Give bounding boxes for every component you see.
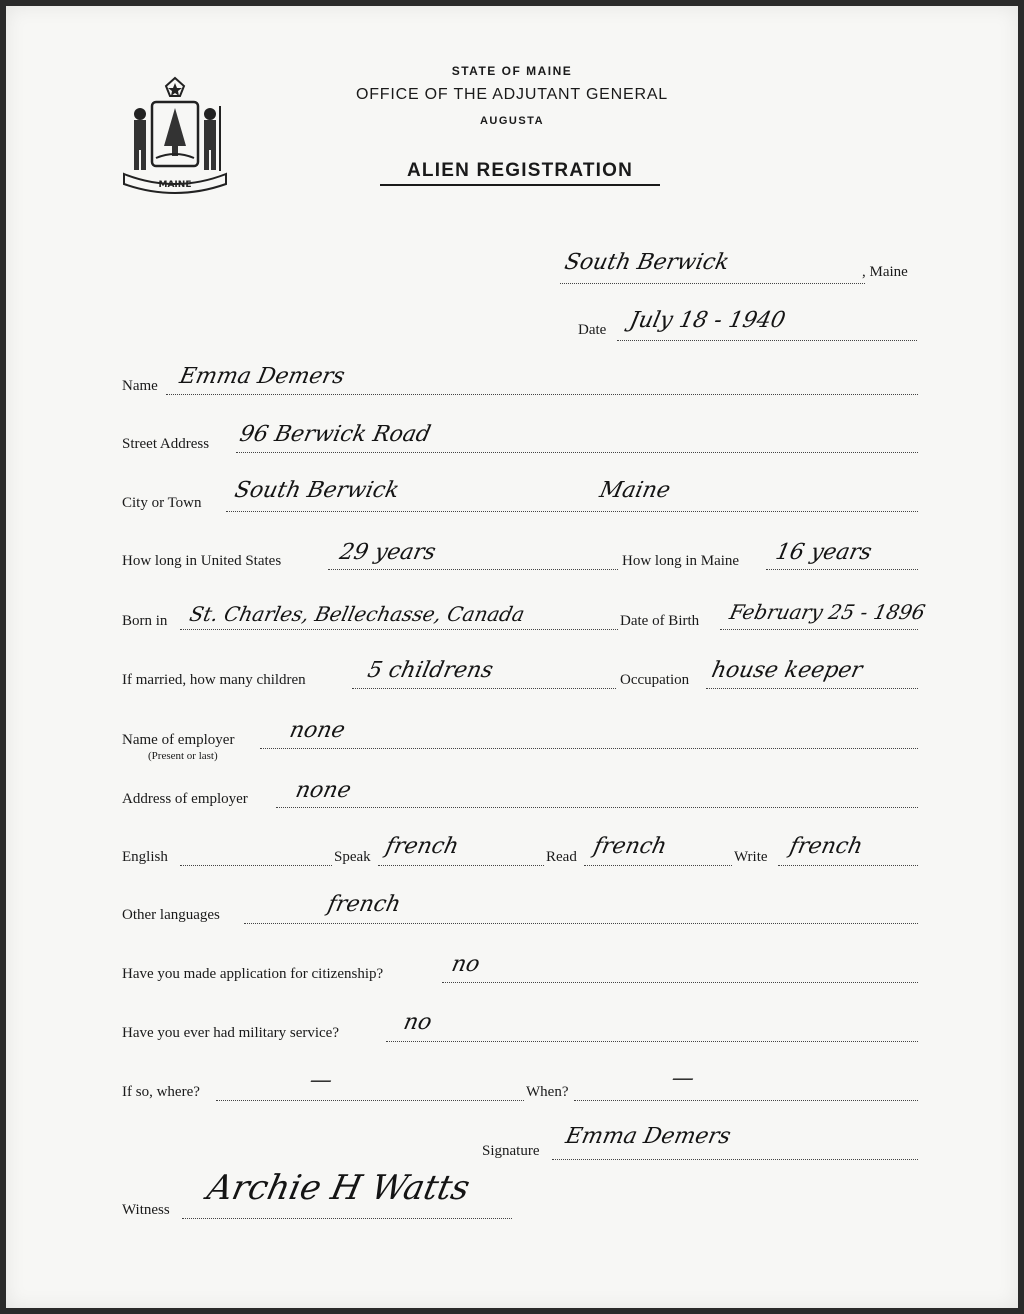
other-languages-line [244, 923, 918, 924]
read-line [584, 865, 732, 866]
citizenship-value: no [449, 952, 483, 977]
town-line [560, 283, 865, 284]
english-label: English [122, 849, 168, 865]
children-value: 5 childrens [365, 658, 496, 683]
date-value: July 18 - 1940 [627, 308, 788, 333]
employer-label: Name of employer [122, 732, 235, 748]
employer-address-label: Address of employer [122, 791, 248, 807]
employer-address-line [276, 807, 918, 808]
town-value: South Berwick [562, 250, 732, 275]
other-languages-value: french [325, 892, 404, 917]
street-address-line [236, 452, 918, 453]
signature-label: Signature [482, 1143, 540, 1159]
name-line [166, 394, 918, 395]
citizenship-label: Have you made application for citizenship? [122, 966, 384, 982]
military-line [386, 1041, 918, 1042]
witness-label: Witness [122, 1202, 170, 1218]
office-heading: OFFICE OF THE ADJUTANT GENERAL [355, 86, 669, 103]
city-town-state-value: Maine [597, 478, 673, 503]
where-label: If so, where? [122, 1084, 200, 1100]
occupation-value: house keeper [709, 658, 865, 683]
speak-line [378, 865, 544, 866]
children-label: If married, how many children [122, 672, 306, 688]
signature-line [552, 1159, 918, 1160]
read-value: french [591, 834, 670, 859]
name-value: Emma Demers [177, 364, 347, 389]
witness-line [182, 1218, 512, 1219]
born-in-line [180, 629, 618, 630]
how-long-us-value: 29 years [337, 540, 439, 565]
city-heading: AUGUSTA [479, 115, 545, 127]
city-town-line [226, 511, 918, 512]
employer-line [260, 748, 918, 749]
where-line [216, 1100, 524, 1101]
document-page [6, 6, 1018, 1308]
date-line [617, 340, 917, 341]
witness-value: Archie H Watts [203, 1168, 474, 1208]
how-long-us-line [328, 569, 618, 570]
employer-address-value: none [293, 778, 354, 803]
how-long-maine-label: How long in Maine [622, 553, 740, 569]
children-line [352, 688, 616, 689]
state-heading: STATE OF MAINE [451, 64, 573, 78]
when-label: When? [526, 1084, 569, 1100]
occupation-label: Occupation [620, 672, 690, 688]
svg-text:MAINE: MAINE [158, 180, 192, 190]
how-long-us-label: How long in United States [122, 553, 282, 569]
military-label: Have you ever had military service? [122, 1025, 339, 1041]
english-line [180, 865, 332, 866]
citizenship-line [442, 982, 918, 983]
where-value: — [307, 1068, 335, 1093]
maine-suffix: , Maine [862, 264, 908, 280]
form-title: ALIEN REGISTRATION [380, 160, 660, 186]
employer-sublabel: (Present or last) [148, 750, 218, 762]
when-value: — [669, 1066, 697, 1091]
other-languages-label: Other languages [122, 907, 220, 923]
dob-value: February 25 - 1896 [727, 600, 928, 624]
employer-value: none [287, 718, 348, 743]
how-long-maine-line [766, 569, 918, 570]
dob-line [720, 629, 918, 630]
how-long-maine-value: 16 years [773, 540, 875, 565]
street-address-label: Street Address [122, 436, 210, 452]
occupation-line [706, 688, 918, 689]
speak-value: french [383, 834, 462, 859]
date-label: Date [578, 322, 607, 338]
city-town-label: City or Town [122, 495, 202, 511]
write-value: french [787, 834, 866, 859]
when-line [574, 1100, 918, 1101]
dob-label: Date of Birth [620, 613, 700, 629]
born-in-value: St. Charles, Bellechasse, Canada [187, 602, 527, 626]
city-town-value: South Berwick [232, 478, 402, 503]
read-label: Read [546, 849, 577, 865]
speak-label: Speak [334, 849, 371, 865]
write-label: Write [734, 849, 768, 865]
street-address-value: 96 Berwick Road [237, 422, 433, 447]
military-value: no [401, 1010, 435, 1035]
born-in-label: Born in [122, 613, 168, 629]
signature-value: Emma Demers [563, 1124, 733, 1149]
name-label: Name [122, 378, 158, 394]
write-line [778, 865, 918, 866]
